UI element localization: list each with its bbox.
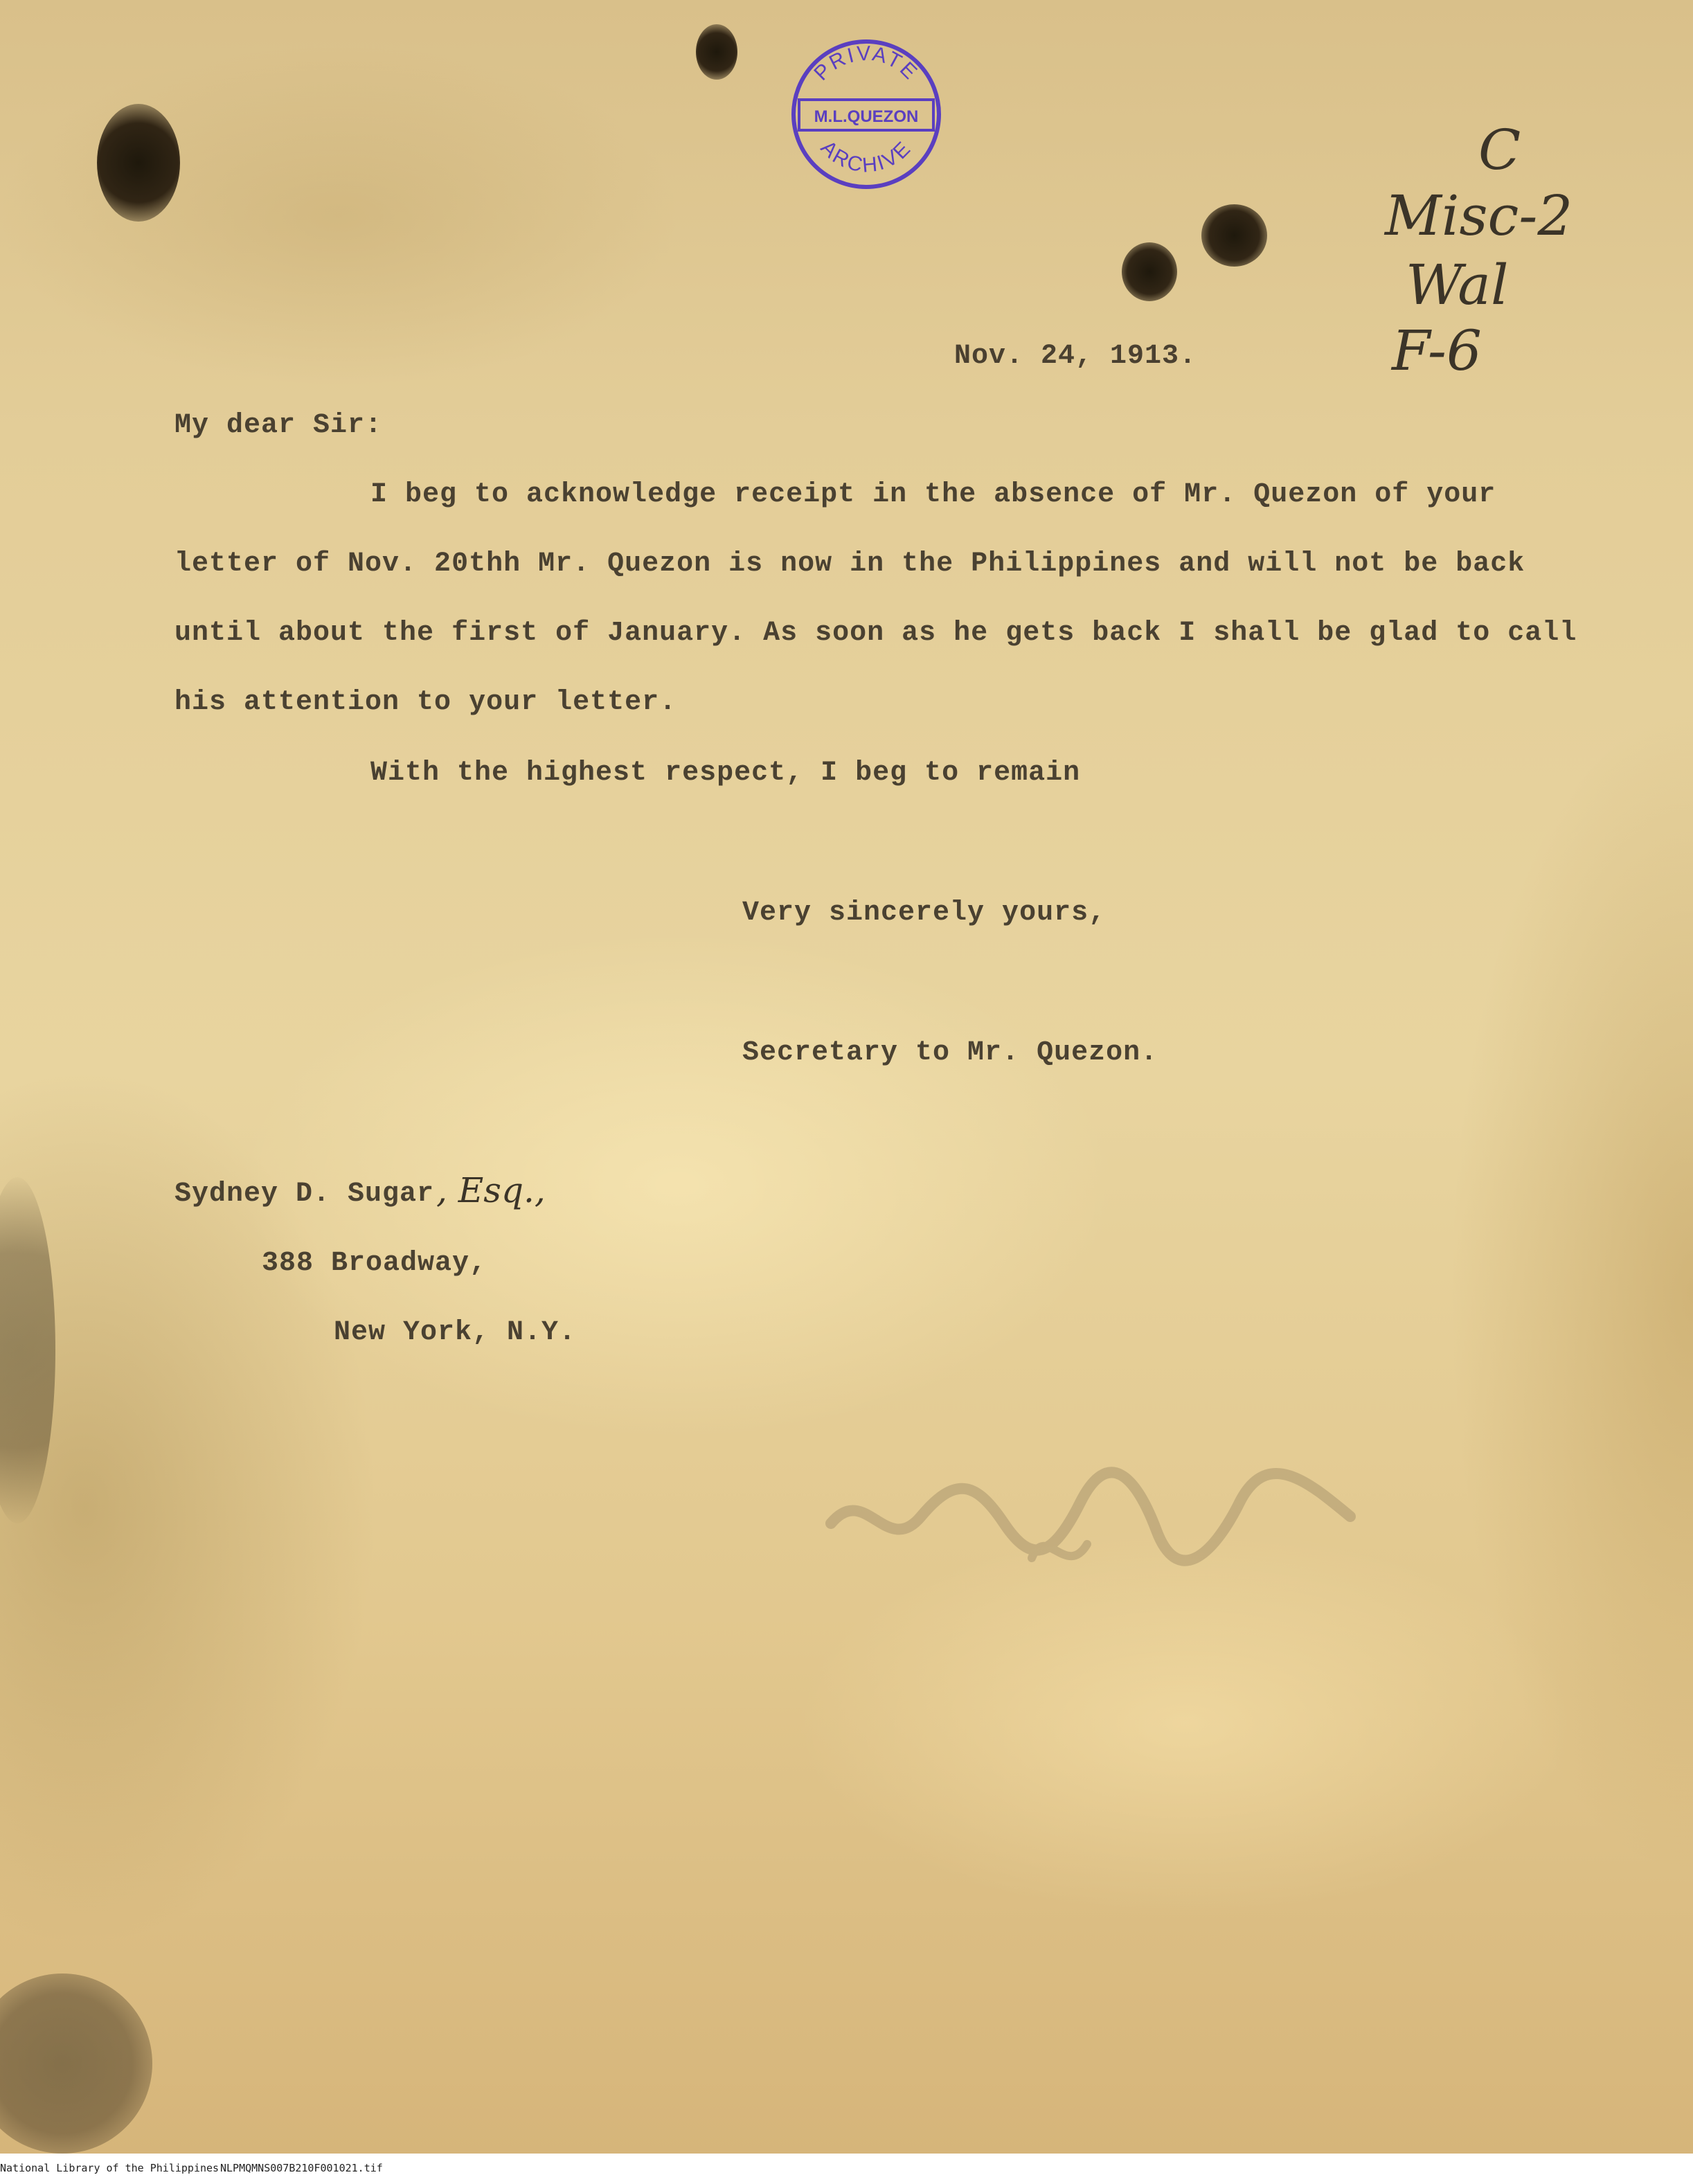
recipient-street: 388 Broadway, bbox=[262, 1248, 487, 1279]
footer-institution: National Library of the Philippines bbox=[0, 2162, 220, 2174]
stamp-center-text: M.L.QUEZON bbox=[814, 107, 919, 126]
scan-footer bbox=[0, 2154, 1693, 2184]
hole-stain-left bbox=[1122, 242, 1177, 301]
edge-stain-left bbox=[0, 1177, 55, 1523]
edge-stain-bottom-left bbox=[0, 1973, 152, 2154]
letter-closing-paragraph: With the highest respect, I beg to remain bbox=[370, 758, 1081, 789]
letter-body-line-3: until about the first of January. As soon as he gets back I shall be glad to call bbox=[174, 618, 1577, 649]
letter-body-line-1: I beg to acknowledge receipt in the absence of Mr. Quezon of your bbox=[370, 479, 1496, 510]
letter-date: Nov. 24, 1913. bbox=[954, 341, 1197, 372]
stamp-bottom-text: ARCHIVE bbox=[816, 136, 917, 177]
svg-text:PRIVATE bbox=[809, 42, 922, 85]
recipient-name: Sydney D. Sugar bbox=[174, 1179, 435, 1210]
letter-signature-title: Secretary to Mr. Quezon. bbox=[742, 1037, 1158, 1068]
handwritten-note-4: F-6 bbox=[1392, 319, 1482, 383]
archive-stamp bbox=[788, 36, 944, 193]
faint-signature-transfer bbox=[824, 1440, 1378, 1593]
footer-filename: NLPMQMNS007B210F001021.tif bbox=[220, 2162, 383, 2174]
ink-stain-top-left bbox=[97, 104, 180, 222]
hole-stain-right bbox=[1201, 204, 1267, 267]
handwritten-note-2: Misc-2 bbox=[1385, 184, 1573, 248]
recipient-city: New York, N.Y. bbox=[334, 1317, 577, 1348]
letter-body-line-4: his attention to your letter. bbox=[174, 687, 677, 718]
recipient-name-suffix: , Esq., bbox=[436, 1170, 546, 1210]
letter-valediction: Very sincerely yours, bbox=[742, 897, 1107, 929]
handwritten-note-3: Wal bbox=[1406, 253, 1509, 317]
letter-salutation: My dear Sir: bbox=[174, 410, 383, 441]
letter-body-line-2: letter of Nov. 20thh Mr. Quezon is now in the Philippines and will not be back bbox=[174, 548, 1525, 580]
stamp-top-text: PRIVATE bbox=[809, 42, 923, 85]
svg-text:ARCHIVE bbox=[816, 136, 916, 177]
ink-stain-top-center bbox=[696, 24, 737, 80]
archive-stamp-graphic bbox=[788, 36, 944, 193]
handwritten-note-1: C bbox=[1478, 118, 1521, 182]
